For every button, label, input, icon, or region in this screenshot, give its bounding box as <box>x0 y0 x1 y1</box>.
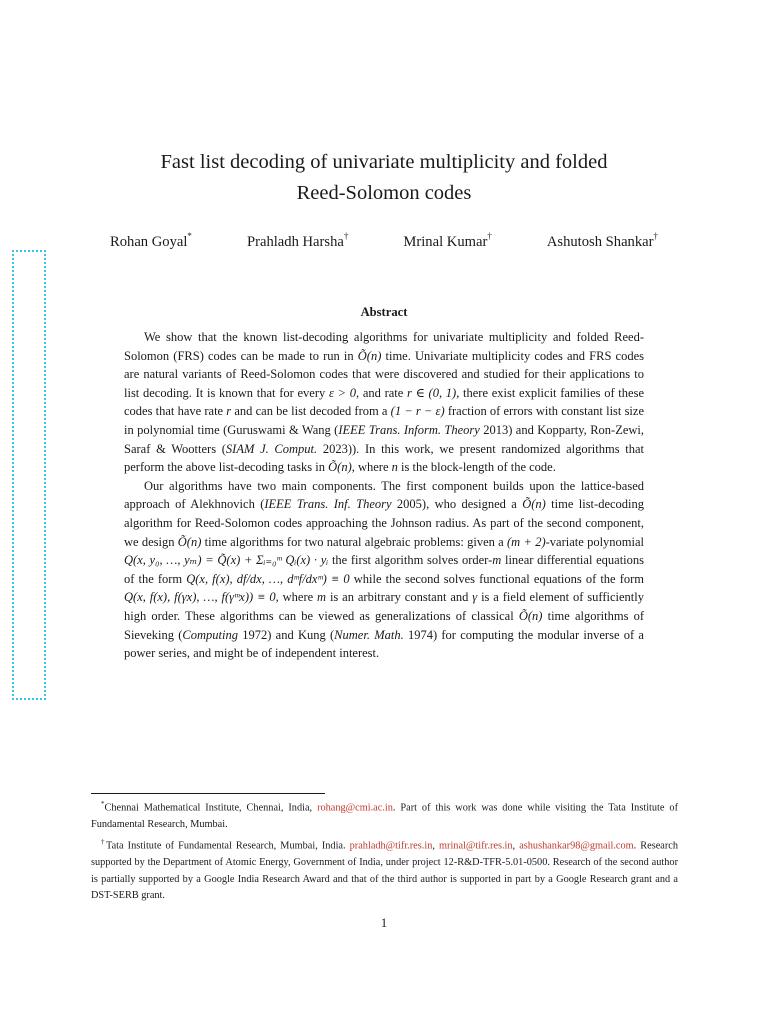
abstract-heading: Abstract <box>360 305 408 319</box>
paper-title <box>100 147 668 209</box>
email-link[interactable]: prahladh@tifr.res.in <box>349 840 433 852</box>
author-name: Mrinal Kumar <box>403 233 488 250</box>
email-link[interactable]: rohang@cmi.ac.in <box>317 802 393 814</box>
author <box>547 232 658 251</box>
author-name: Ashutosh Shankar <box>546 233 654 250</box>
author-affiliation-mark: * <box>187 231 192 241</box>
author <box>247 232 348 251</box>
author-affiliation-mark: † <box>487 231 492 241</box>
footnote-1: *Chennai Mathematical Institute, Chennai, India, rohang@cmi.ac.in. Part of this work was done while visiting the Tata Institute of Fundamental Research, Mumbai. <box>91 800 679 831</box>
author <box>110 232 192 251</box>
email-link[interactable]: ashushankar98@gmail.com <box>519 840 634 852</box>
footnote-divider <box>91 793 325 794</box>
abstract-paragraph-2: Our algorithms have two main components. The first component builds upon the lattice-based approach of Alekhnovich (IEEE Trans. Inf. Theory 2005), who designed a Õ(n) time list-decoding algorithm for Reed-Solomon codes approaching the Johnson radius. As part of the second component, we design Õ(n) time algorithms for two natural algebraic problems: given a (m + 2)-variate polynomial Q(x, y₀, …, yₘ) = Q̃(x) + Σᵢ₌₀ᵐ Qᵢ(x) · yᵢ the first algorithm solves order-m linear differential equations of the form Q(x, f(x), df/dx, …, dᵐf/dxᵐ) ≡ 0 while the second solves functional equations of the form Q(x, f(x), f(γx), …, f(γᵐx)) ≡ 0, where m is an arbitrary constant and γ is a field element of sufficiently high order. These algorithms can be viewed as generalizations of classical Õ(n) time algorithms of Sieveking (Computing 1972) and Kung (Numer. Math. 1974) for computing the modular inverse of a power series, and might be of independent interest. <box>124 478 645 661</box>
author-name: Rohan Goyal <box>110 233 188 250</box>
polynomial-formula: Q(x, y₀, …, yₘ) = Q̃(x) + Σᵢ₌₀ᵐ Qᵢ(x) · yᵢ <box>124 553 329 568</box>
author <box>403 232 491 251</box>
abstract-body <box>124 328 644 663</box>
title-line-1: Fast list decoding of univariate multiplicity and folded <box>160 151 608 173</box>
author-list <box>110 232 658 251</box>
author-affiliation-mark: † <box>343 231 349 241</box>
email-link[interactable]: mrinal@tifr.res.in <box>439 840 513 852</box>
functional-equation-formula: Q(x, f(x), f(γx), …, f(γᵐx)) ≡ 0 <box>124 590 276 605</box>
differential-equation-formula: Q(x, f(x), df/dx, …, dᵐf/dxᵐ) ≡ 0 <box>186 571 350 586</box>
page-number: 1 <box>380 916 388 930</box>
title-line-2: Reed-Solomon codes <box>296 182 472 204</box>
footnote-2: †Tata Institute of Fundamental Research, Mumbai, India. prahladh@tifr.res.in, mrinal@tifr.res.in, ashushankar98@gmail.com. Research supported by the Department of Atomic Energy, Government of India, under project 12-R&D-TFR-5.01-0500. Research of the second author is partially supported by a Google India Research Award and that of the third author is supported in part by a Google Research grant and a DST-SERB grant. <box>91 837 679 902</box>
abstract-paragraph-1: We show that the known list-decoding algorithms for univariate multiplicity and folded Reed-Solomon (FRS) codes can be made to run in Õ(n) time. Univariate multiplicity codes and FRS codes are natural variants of Reed-Solomon codes that were discovered and studied for their applications to list decoding. It is known that for every ε > 0, and rate r ∈ (0, 1), there exist explicit families of these codes that have rate r and can be list decoded from a (1 − r − ε) fraction of errors with constant list size in polynomial time (Guruswami & Wang (IEEE Trans. Inform. Theory 2013) and Kopparty, Ron-Zewi, Saraf & Wootters (SIAM J. Comput. 2023)). In this work, we present randomized algorithms that perform the above list-decoding tasks in Õ(n), where n is the block-length of the code. <box>124 330 645 475</box>
author-name: Prahladh Harsha <box>246 233 344 250</box>
author-affiliation-mark: † <box>653 231 658 241</box>
footnotes <box>91 796 678 905</box>
